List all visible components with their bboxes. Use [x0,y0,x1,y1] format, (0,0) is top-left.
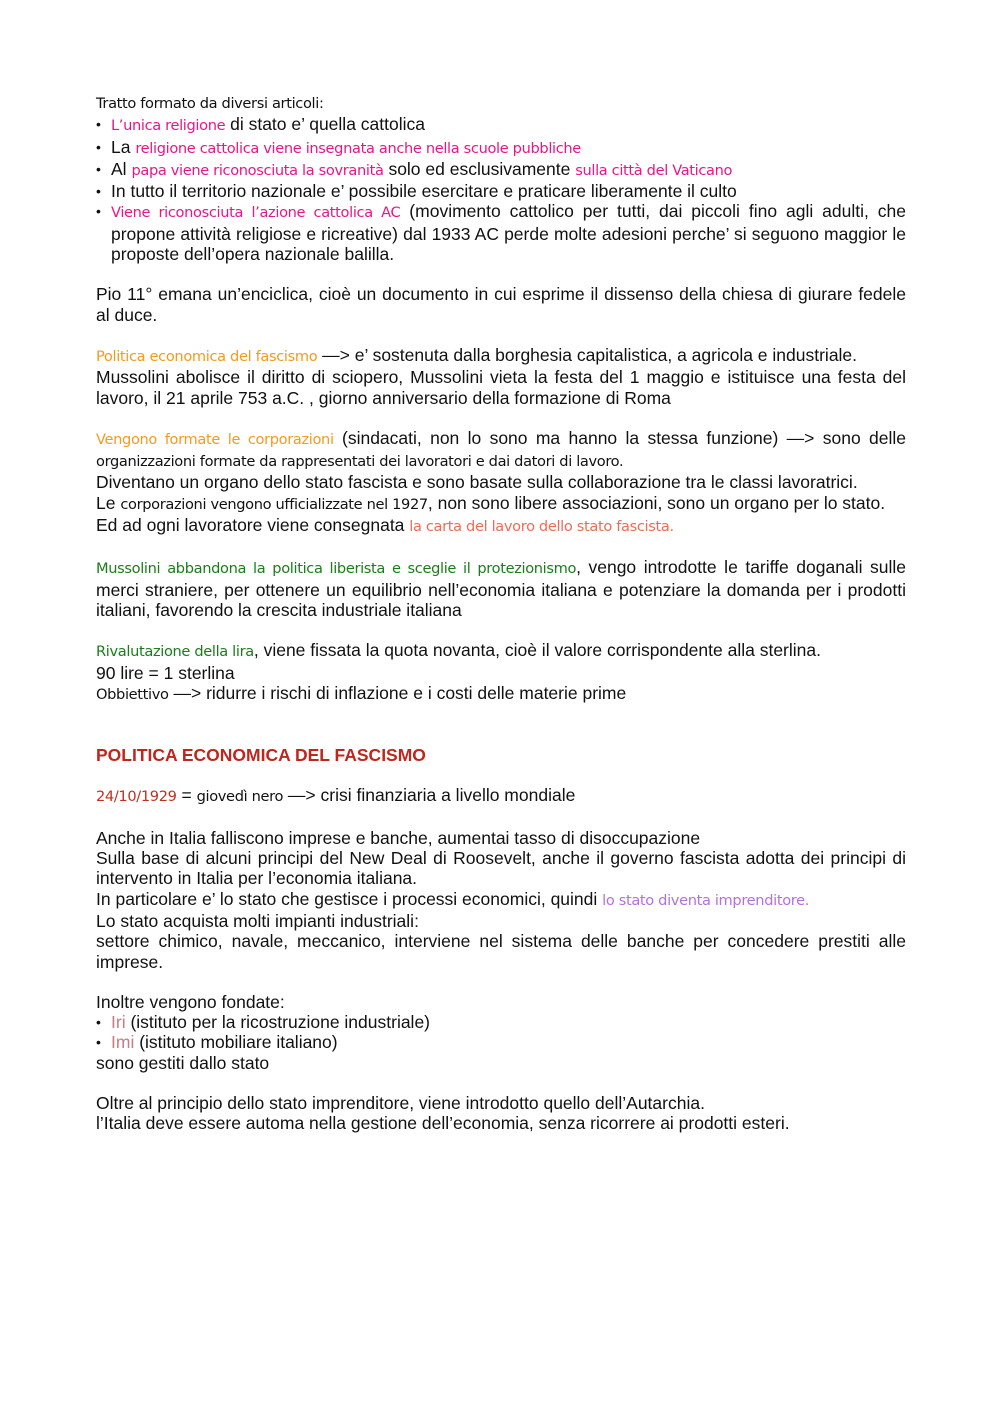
politica-paragraph: Politica economica del fascismo —> e’ sostenuta dalla borghesia capitalistica, a agricola e industriale. [96,344,858,365]
corporazioni-paragraph: Vengono formate le corporazioni (sindacati, non lo sono ma hanno la stessa funzione) —> sono delle organizzazioni formate da rappresentati dei lavoratori e dai datori di lavoro. [96,427,906,471]
list-item: • La religione cattolica viene insegnata anche nella scuole pubbliche [96,137,906,159]
section-title: POLITICA ECONOMICA DEL FASCISMO [96,745,426,766]
list-item: • Iri (istituto per la ricostruzione industriale) [96,1012,906,1032]
date-line: 24/10/1929 = giovedì nero —> crisi finanziaria a livello mondiale [96,785,576,806]
autarchia-line1: Oltre al principio dello stato imprenditore, viene introdotto quello dell’Autarchia. [96,1092,705,1113]
enti-list [96,1012,906,1053]
lira-paragraph: Rivalutazione della lira, viene fissata la quota novanta, cioè il valore corrispondente alla sterlina. [96,640,821,661]
corporazioni-line4: Ed ad ogni lavoratore viene consegnata la carta del lavoro dello stato fascista. [96,515,674,536]
list-item: • Al papa viene riconosciuta la sovranità solo ed esclusivamente sulla città del Vaticano [96,159,906,181]
lira-line2: 90 lire = 1 sterlina [96,662,235,683]
protezionismo-paragraph: Mussolini abbandona la politica liberista e sceglie il protezionismo, vengo introdotte le tariffe doganali sulle merci straniere, per ottenere un equilibrio nell’economia italiana e potenziare la domanda per i prodotti italiani, favorendo la crescita industriale italiana [96,557,906,620]
crisis-line2: Sulla base di alcuni principi del New Deal di Roosevelt, anche il governo fascista adotta dei principi di intervento in Italia per l’economia italiana. [96,848,906,889]
crisis-line4: Lo stato acquista molti impianti industriali: [96,910,419,931]
crisis-line3: In particolare e’ lo stato che gestisce i processi economici, quindi lo stato diventa imprenditore. [96,888,810,909]
list-item: • L’unica religione di stato e’ quella cattolica [96,114,906,136]
pio-paragraph: Pio 11° emana un’enciclica, cioè un documento in cui esprime il dissenso della chiesa di giurare fedele al duce. [96,284,906,325]
crisis-line1: Anche in Italia falliscono imprese e banche, aumentai tasso di disoccupazione [96,827,701,848]
autarchia-line2: l’Italia deve essere automa nella gestione dell’economia, senza ricorrere ai prodotti esteri. [96,1113,790,1134]
lira-objective: Obbiettivo —> ridurre i rischi di inflazione e i costi delle materie prime [96,682,627,703]
corporazioni-line3: Le corporazioni vengono ufficializzate nel 1927, non sono libere associazioni, sono un organo per lo stato. [96,492,886,513]
politica-line2: Mussolini abolisce il diritto di sciopero, Mussolini vieta la festa del 1 maggio e istituisce una festa del lavoro, il 21 aprile 753 a.C. , giorno anniversario della formazione di Roma [96,367,906,408]
articles-list [96,114,906,264]
gestiti-line: sono gestiti dallo stato [96,1052,270,1073]
list-item: • Imi (istituto mobiliare italiano) [96,1032,906,1052]
corporazioni-line2: Diventano un organo dello stato fascista e sono basate sulla collaborazione tra le classi lavoratrici. [96,472,858,493]
articles-heading: Tratto formato da diversi articoli: [96,95,324,112]
list-item: • In tutto il territorio nazionale e’ possibile esercitare e praticare liberamente il culto [96,181,906,201]
crisis-line5: settore chimico, navale, meccanico, interviene nel sistema delle banche per concedere prestiti alle imprese. [96,931,906,972]
fondate-line: Inoltre vengono fondate: [96,991,285,1012]
list-item: • Viene riconosciuta l’azione cattolica AC (movimento cattolico per tutti, dai piccoli fino agli adulti, che propone attività religiose e ricreative) dal 1933 AC perde molte adesioni perche’ si seguono maggior le proposte dell’opera nazionale balilla. [96,201,906,264]
document-content [96,94,906,1134]
